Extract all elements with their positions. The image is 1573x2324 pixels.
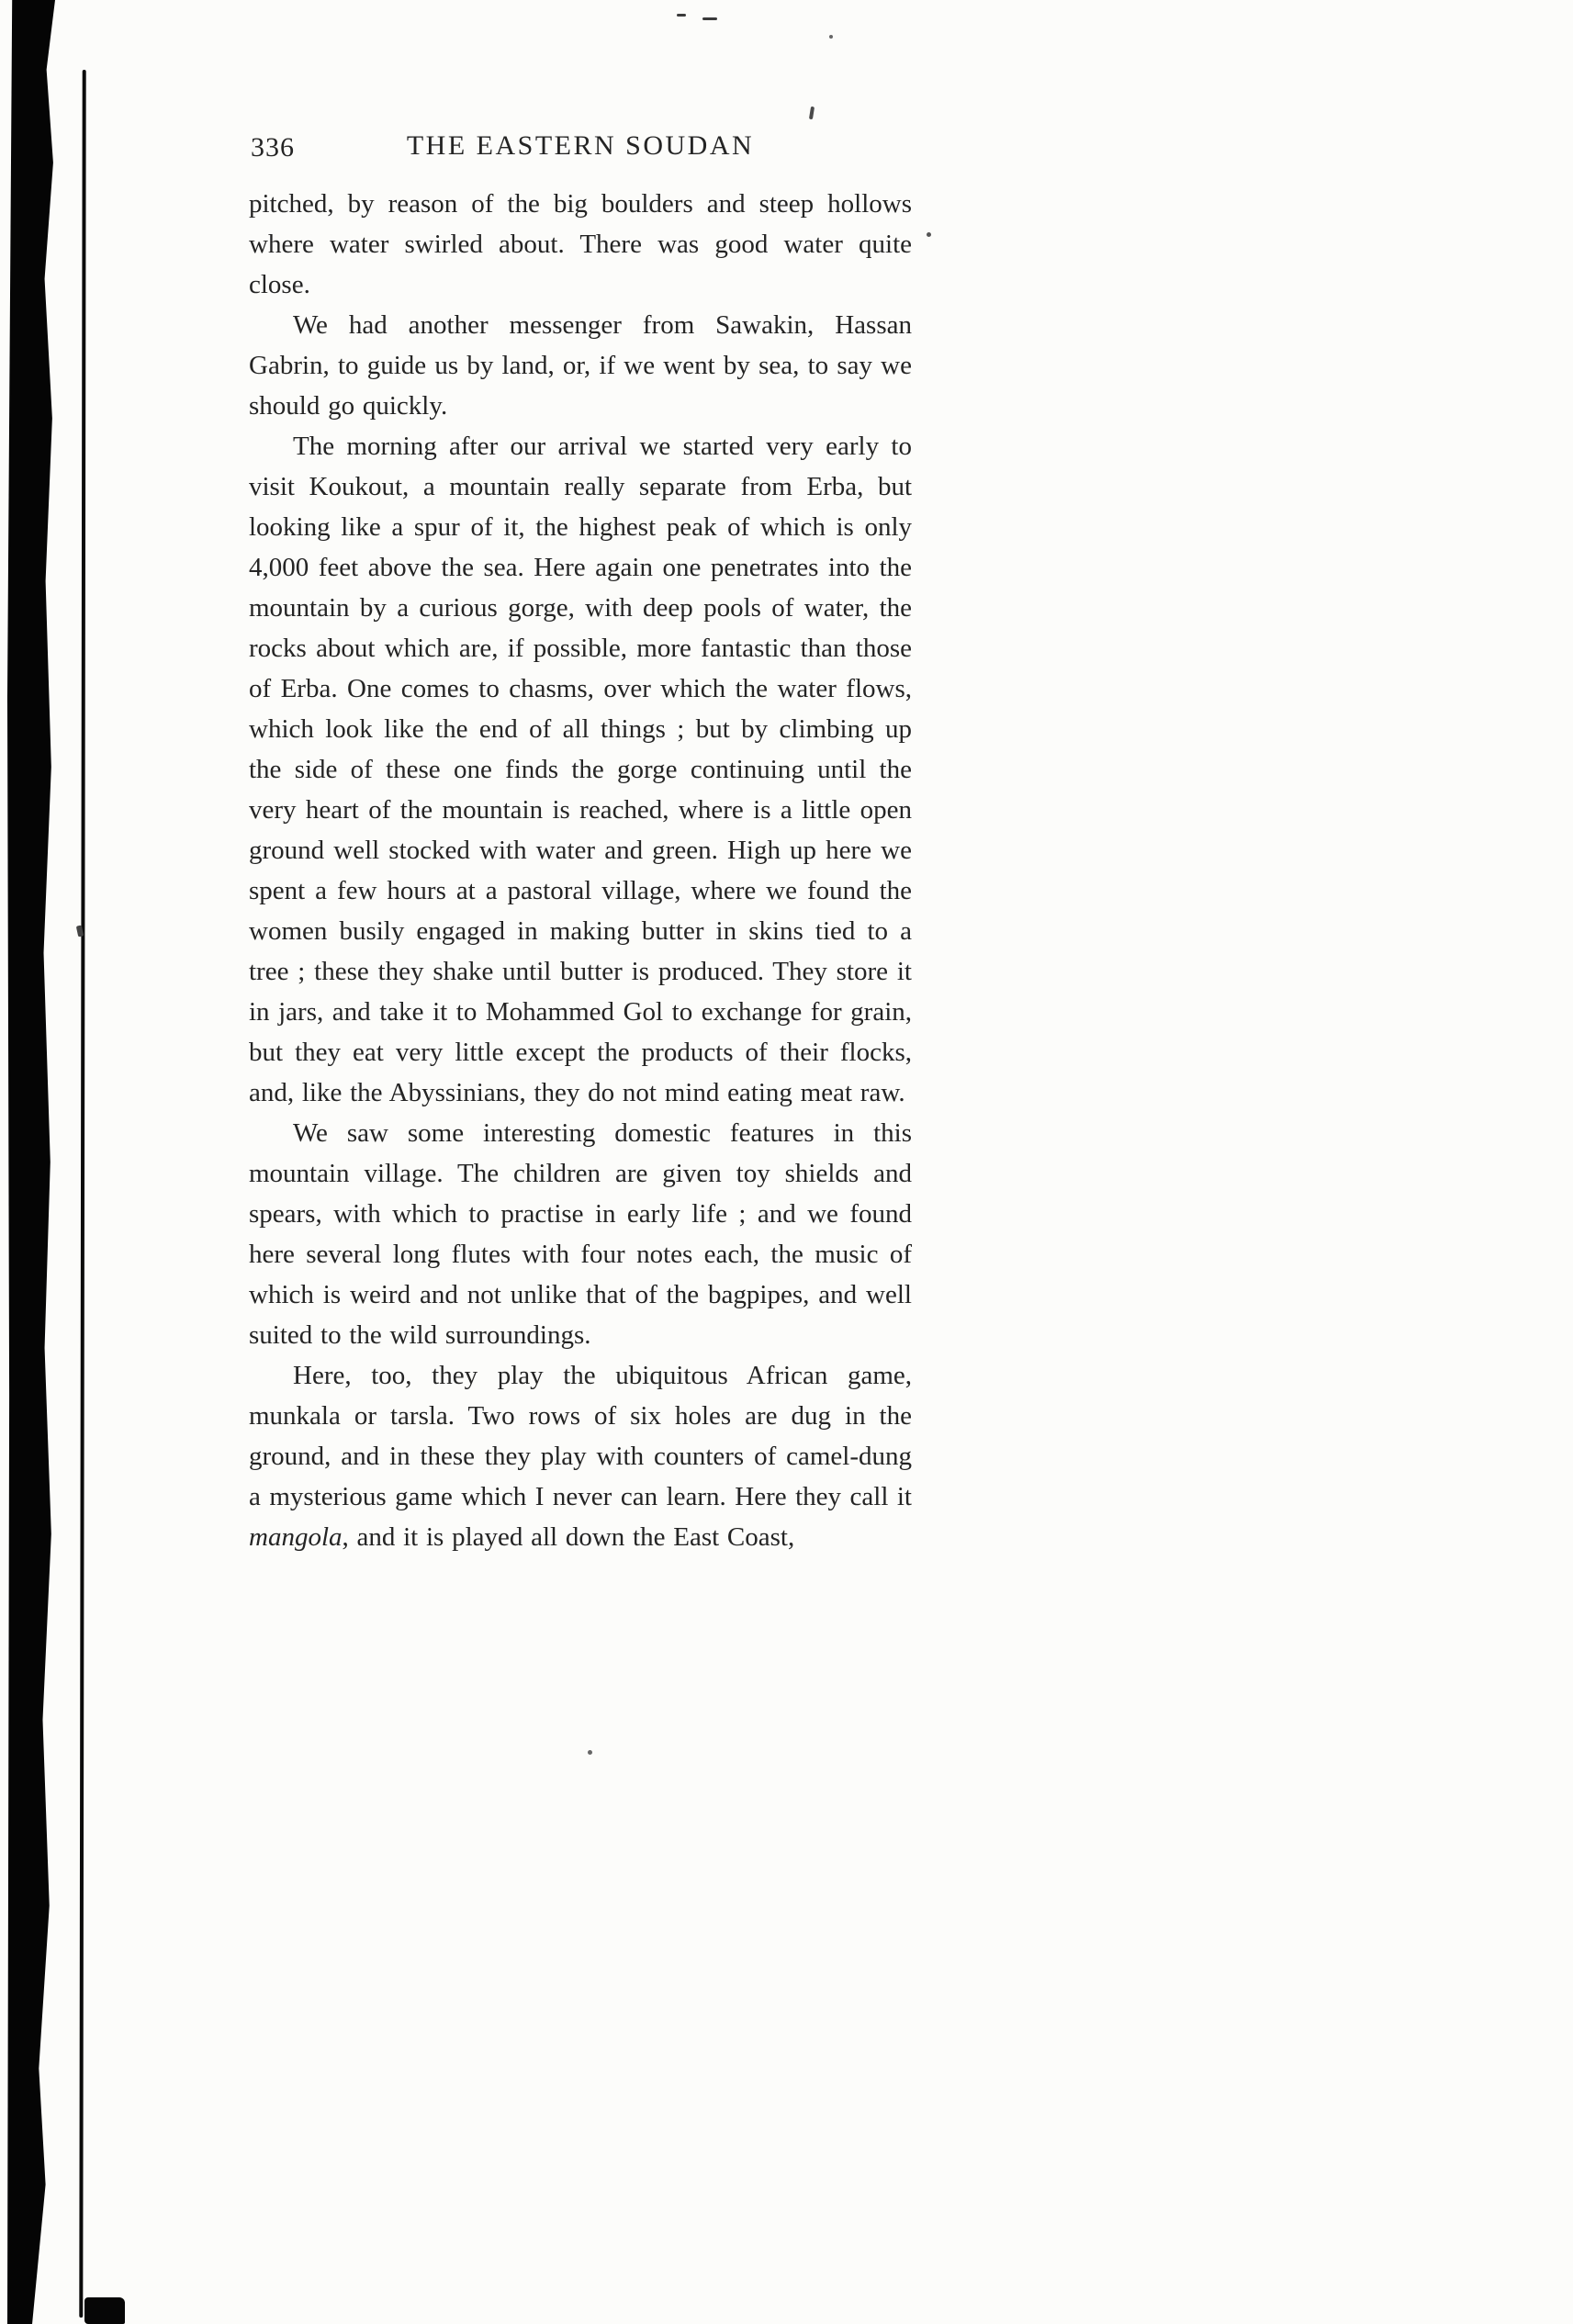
scan-speck [702, 17, 717, 20]
paragraph [249, 305, 912, 426]
paragraph [249, 184, 912, 305]
scan-speck [829, 35, 833, 39]
body-text [249, 184, 912, 1557]
scan-ink-blob [84, 2297, 125, 2324]
text-segment: Here, too, they play the ubiquitous African game, munkala or tarsla. Two rows of six holes are dug in the ground, and in these they play with counters of camel-dung a mysterious game which I never can learn. Here they call it [249, 1361, 912, 1511]
scan-binding-shadow [7, 0, 55, 2324]
paragraph [249, 1113, 912, 1355]
scan-speck [809, 107, 815, 119]
scan-fold-line [79, 70, 85, 2318]
italic-text: mangola [249, 1522, 343, 1552]
text-segment: We saw some interesting domestic features in this mountain village. The children are given toy shields and spears, with which to practise in early life ; and we found here several long flutes with four notes each, the music of which is weird and not unlike that of the bagpipes, and well suited to the wild surroundings. [249, 1118, 912, 1350]
text-segment: The morning after our arrival we started very early to visit Koukout, a mountain really separate from Erba, but looking like a spur of it, the highest peak of which is only 4,000 feet above the sea. Here again one penetrates into the mountain by a curious gorge, with deep pools of water, the rocks about which are, if possible, more fantastic than those of Erba. One comes to chasms, over which the water flows, which look like the end of all things ; but by climbing up the side of these one finds the gorge continuing until the very heart of the mountain is reached, where is a little open ground well stocked with water and green. High up here we spent a few hours at a pastoral village, where we found the women busily engaged in making butter in skins tied to a tree ; these they shake until butter is produced. They store it in jars, and take it to Mohammed Gol to exchange for grain, but they eat very little except the products of their flocks, and, like the Abyssinians, they do not mind eating meat raw. [249, 432, 912, 1107]
paragraph [249, 1355, 912, 1557]
text-segment: , and it is played all down the East Coast, [342, 1522, 795, 1552]
page-number: 336 [251, 132, 295, 163]
scan-speck [927, 232, 931, 237]
scan-speck [677, 14, 686, 17]
text-segment: pitched, by reason of the big boulders and steep hollows where water swirled about. There was good water quite close. [249, 189, 912, 299]
running-title: THE EASTERN SOUDAN [406, 130, 755, 161]
scan-speck [588, 1750, 592, 1755]
page-header [249, 130, 912, 173]
text-segment: We had another messenger from Sawakin, Hassan Gabrin, to guide us by land, or, if we went by sea, to say we should go quickly. [249, 310, 912, 421]
paragraph [249, 426, 912, 1113]
text-block [249, 130, 912, 1557]
